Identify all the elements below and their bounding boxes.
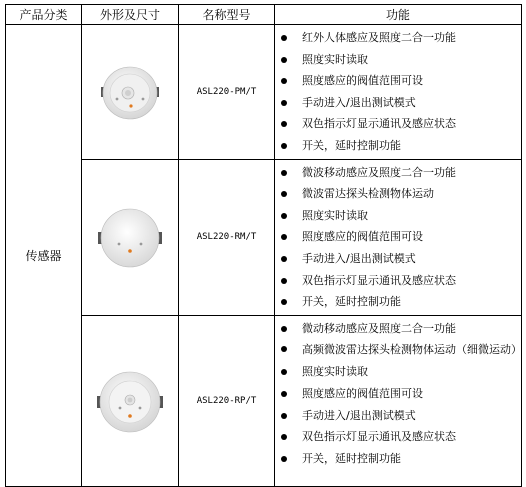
category-cell: 传感器: [6, 25, 82, 487]
feature-item: 照度实时读取: [275, 49, 521, 71]
bullet-icon: [281, 413, 287, 419]
bullet-icon: [281, 170, 287, 176]
function-cell-1: [275, 25, 522, 160]
header-row: [6, 5, 522, 25]
feature-item: 照度感应的阀值范围可设: [275, 383, 521, 405]
bullet-icon: [281, 100, 287, 106]
product-row-2: [6, 159, 522, 315]
bullet-icon: [281, 35, 287, 41]
function-cell-2: [275, 159, 522, 315]
bullet-icon: [281, 191, 287, 197]
header-function: 功能: [275, 5, 522, 25]
product-row-3: [6, 315, 522, 486]
bullet-icon: [281, 391, 287, 397]
feature-item: 开关，延时控制功能: [275, 291, 521, 313]
bullet-icon: [281, 369, 287, 375]
product-image-rp: [82, 315, 179, 486]
sensor-rm-image: [95, 202, 165, 272]
bullet-icon: [281, 57, 287, 63]
feature-list-2: [275, 160, 521, 315]
product-image-pir: [82, 25, 179, 160]
feature-item: 红外人体感应及照度二合一功能: [275, 27, 521, 49]
sensor-rp-image: [94, 362, 166, 440]
bullet-icon: [281, 256, 287, 262]
feature-item: 照度实时读取: [275, 361, 521, 383]
bullet-icon: [281, 326, 287, 332]
feature-item: 双色指示灯显示通讯及感应状态: [275, 426, 521, 448]
model-cell-2: ASL220-RM/T: [179, 159, 275, 315]
header-shape-size: 外形及尺寸: [82, 5, 179, 25]
feature-item: 微动移动感应及照度二合一功能: [275, 318, 521, 340]
model-cell-3: ASL220-RP/T: [179, 315, 275, 486]
bullet-icon: [281, 234, 287, 240]
feature-item: 照度感应的阀值范围可设: [275, 70, 521, 92]
feature-list-3: [275, 316, 521, 472]
feature-list-1: [275, 25, 521, 159]
bullet-icon: [281, 78, 287, 84]
bullet-icon: [281, 346, 287, 352]
sensor-pir-image: [95, 61, 165, 123]
feature-item: 微波雷达探头检测物体运动: [275, 183, 521, 205]
feature-item: 手动进入/退出测试模式: [275, 405, 521, 427]
header-model: 名称型号: [179, 5, 275, 25]
feature-item: 双色指示灯显示通讯及感应状态: [275, 270, 521, 292]
feature-item: 双色指示灯显示通讯及感应状态: [275, 113, 521, 135]
bullet-icon: [281, 143, 287, 149]
product-spec-table: [5, 4, 522, 487]
function-cell-3: [275, 315, 522, 486]
product-row-1: [6, 25, 522, 160]
feature-item: 手动进入/退出测试模式: [275, 92, 521, 114]
feature-item: 微波移动感应及照度二合一功能: [275, 162, 521, 184]
bullet-icon: [281, 456, 287, 462]
bullet-icon: [281, 121, 287, 127]
bullet-icon: [281, 434, 287, 440]
header-category: 产品分类: [6, 5, 82, 25]
feature-item: 开关，延时控制功能: [275, 448, 521, 470]
bullet-icon: [281, 278, 287, 284]
feature-item: 照度实时读取: [275, 205, 521, 227]
feature-item: 高频微波雷达探头检测物体运动（细微运动）: [275, 339, 521, 361]
feature-item: 照度感应的阀值范围可设: [275, 226, 521, 248]
feature-item: 手动进入/退出测试模式: [275, 248, 521, 270]
bullet-icon: [281, 299, 287, 305]
model-cell-1: ASL220-PM/T: [179, 25, 275, 160]
feature-item: 开关，延时控制功能: [275, 135, 521, 157]
bullet-icon: [281, 213, 287, 219]
product-image-rm: [82, 159, 179, 315]
